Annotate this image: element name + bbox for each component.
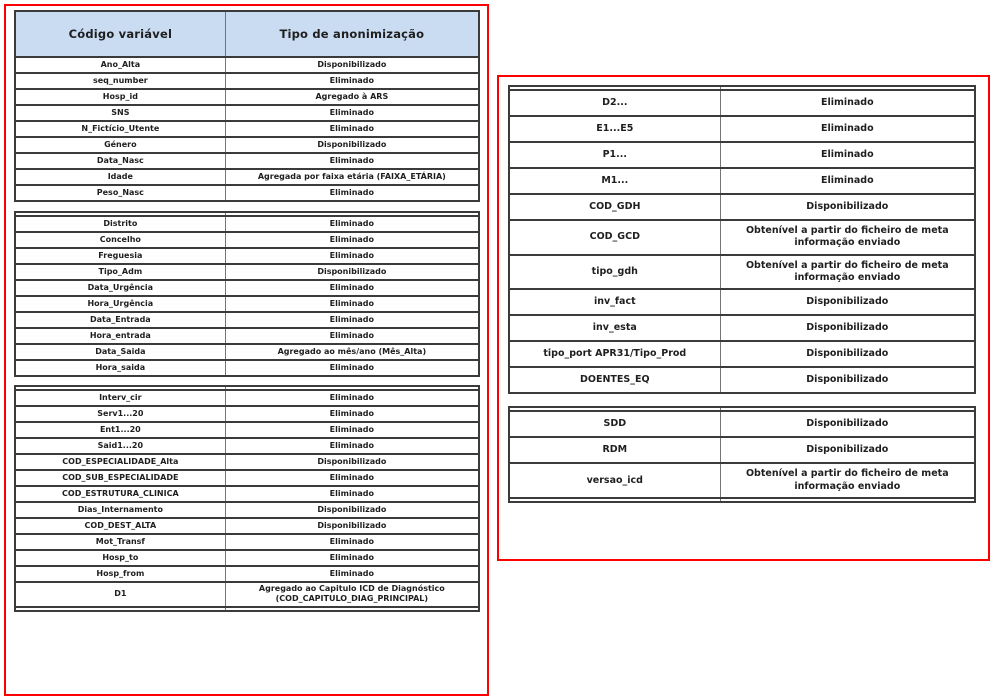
table-row	[15, 406, 479, 422]
anonymization-type-cell: Eliminado	[225, 280, 479, 296]
table-row	[15, 185, 479, 201]
table-row	[15, 89, 479, 105]
table-row	[15, 121, 479, 137]
table-row	[15, 216, 479, 232]
table-row	[15, 280, 479, 296]
anonymization-type-cell: Disponibilizado	[225, 264, 479, 280]
anonymization-type-cell: Eliminado	[225, 153, 479, 169]
anonymization-type-cell: Disponibilizado	[720, 194, 975, 220]
table-row	[15, 73, 479, 89]
anonymization-type-cell: Eliminado	[720, 168, 975, 194]
anonymization-type-cell: Eliminado	[225, 566, 479, 582]
anonymization-type-cell: Disponibilizado	[225, 57, 479, 73]
variable-code-cell: Hosp_id	[15, 89, 225, 105]
table-row	[15, 137, 479, 153]
anonymization-type-cell: Eliminado	[225, 534, 479, 550]
table-row	[15, 550, 479, 566]
anonymization-type-cell: Obtenível a partir do ficheiro de meta informação enviado	[720, 255, 975, 290]
variable-code-cell: Ano_Alta	[15, 57, 225, 73]
col-header-variable-code: Código variável	[15, 11, 225, 57]
table-edge-sliver-row	[509, 498, 975, 502]
anonymization-type-cell: Eliminado	[720, 90, 975, 116]
sliver-cell	[720, 498, 975, 502]
variable-code-cell: Mot_Transf	[15, 534, 225, 550]
table-row	[15, 169, 479, 185]
variable-code-cell: M1...	[509, 168, 720, 194]
variable-code-cell: Hora_entrada	[15, 328, 225, 344]
table-row	[15, 470, 479, 486]
table-row	[15, 105, 479, 121]
variable-code-cell: Serv1...20	[15, 406, 225, 422]
table-row	[15, 566, 479, 582]
table-row	[15, 264, 479, 280]
variable-code-cell: Hosp_to	[15, 550, 225, 566]
variable-code-cell: Hora_Urgência	[15, 296, 225, 312]
variable-code-cell: Género	[15, 137, 225, 153]
table-row	[509, 463, 975, 498]
variable-code-cell: RDM	[509, 437, 720, 463]
variable-code-cell: COD_DEST_ALTA	[15, 518, 225, 534]
variable-code-cell: COD_GCD	[509, 220, 720, 255]
anonymization-type-cell: Disponibilizado	[720, 411, 975, 437]
anonymization-type-cell: Disponibilizado	[225, 454, 479, 470]
variable-code-cell: Tipo_Adm	[15, 264, 225, 280]
anonymization-type-cell: Eliminado	[225, 312, 479, 328]
anonymization-type-cell: Disponibilizado	[225, 137, 479, 153]
variable-code-cell: Hora_saida	[15, 360, 225, 376]
variable-code-cell: Data_Saida	[15, 344, 225, 360]
anonymization-type-cell: Eliminado	[720, 142, 975, 168]
table-row	[509, 220, 975, 255]
anonymization-type-cell: Eliminado	[225, 105, 479, 121]
anonymization-type-cell: Eliminado	[225, 185, 479, 201]
variable-code-cell: inv_fact	[509, 289, 720, 315]
variable-code-cell: Data_Entrada	[15, 312, 225, 328]
table-row	[15, 360, 479, 376]
table-row	[509, 437, 975, 463]
sliver-cell	[225, 607, 479, 611]
variable-code-cell: Peso_Nasc	[15, 185, 225, 201]
sliver-cell	[15, 607, 225, 611]
variable-code-cell: Freguesia	[15, 248, 225, 264]
variable-code-cell: COD_SUB_ESPECIALIDADE	[15, 470, 225, 486]
left-highlight-box	[4, 4, 489, 696]
variable-code-cell: Said1...20	[15, 438, 225, 454]
table-row	[15, 534, 479, 550]
variable-code-cell: SDD	[509, 411, 720, 437]
table-row	[509, 289, 975, 315]
anonymization-type-cell: Disponibilizado	[720, 315, 975, 341]
anonymization-type-cell: Eliminado	[225, 390, 479, 406]
anonymization-type-cell: Eliminado	[225, 422, 479, 438]
variable-code-cell: D1	[15, 582, 225, 607]
variable-code-cell: SNS	[15, 105, 225, 121]
variable-code-cell: Distrito	[15, 216, 225, 232]
variable-code-cell: Hosp_from	[15, 566, 225, 582]
variable-code-cell: tipo_gdh	[509, 255, 720, 290]
table-row	[15, 518, 479, 534]
table-row	[15, 232, 479, 248]
table-row	[509, 255, 975, 290]
variable-code-cell: Interv_cir	[15, 390, 225, 406]
variable-code-cell: COD_ESPECIALIDADE_Alta	[15, 454, 225, 470]
col-header-anonymization-type: Tipo de anonimização	[225, 11, 479, 57]
table-row	[509, 341, 975, 367]
diagnosis-procedures-variables-table	[508, 85, 976, 394]
table-row	[15, 248, 479, 264]
anonymization-type-cell: Disponibilizado	[720, 367, 975, 393]
anonymization-type-cell: Agregado ao Capitulo ICD de Diagnóstico (COD_CAPITULO_DIAG_PRINCIPAL)	[225, 582, 479, 607]
variable-code-cell: D2...	[509, 90, 720, 116]
table-row	[509, 411, 975, 437]
sliver-cell	[509, 498, 720, 502]
table-row	[15, 486, 479, 502]
variable-code-cell: E1...E5	[509, 116, 720, 142]
table-row	[509, 90, 975, 116]
anonymization-type-cell: Eliminado	[225, 486, 479, 502]
anonymization-type-cell: Disponibilizado	[720, 341, 975, 367]
variable-code-cell: N_Fictício_Utente	[15, 121, 225, 137]
table-row	[509, 142, 975, 168]
anonymization-type-cell: Eliminado	[225, 328, 479, 344]
clinical-variables-table	[14, 385, 480, 612]
anonymization-type-cell: Eliminado	[720, 116, 975, 142]
variable-code-cell: seq_number	[15, 73, 225, 89]
variable-code-cell: tipo_port APR31/Tipo_Prod	[509, 341, 720, 367]
table-edge-sliver-row	[15, 607, 479, 611]
variable-code-cell: COD_GDH	[509, 194, 720, 220]
anonymization-type-cell: Eliminado	[225, 406, 479, 422]
table-row	[509, 367, 975, 393]
admission-variables-table	[14, 211, 480, 377]
table-row	[15, 312, 479, 328]
anonymization-type-cell: Obtenível a partir do ficheiro de meta informação enviado	[720, 463, 975, 498]
supplementary-variables-table	[508, 406, 976, 503]
anonymization-type-cell: Eliminado	[225, 73, 479, 89]
table-row	[509, 116, 975, 142]
table-row	[15, 454, 479, 470]
demographic-variables-table	[14, 10, 480, 202]
variable-code-cell: Dias_Internamento	[15, 502, 225, 518]
anonymization-type-cell: Obtenível a partir do ficheiro de meta informação enviado	[720, 220, 975, 255]
anonymization-type-cell: Eliminado	[225, 248, 479, 264]
table-row	[15, 344, 479, 360]
table-row	[15, 390, 479, 406]
variable-code-cell: Ent1...20	[15, 422, 225, 438]
anonymization-type-cell: Eliminado	[225, 232, 479, 248]
variable-code-cell: COD_ESTRUTURA_CLINICA	[15, 486, 225, 502]
table-header-row	[15, 11, 479, 57]
table-row	[15, 582, 479, 607]
table-row	[15, 502, 479, 518]
table-row	[15, 296, 479, 312]
anonymization-type-cell: Agregado ao mês/ano (Mês_Alta)	[225, 344, 479, 360]
table-row	[15, 153, 479, 169]
table-row	[509, 194, 975, 220]
anonymization-type-cell: Disponibilizado	[225, 502, 479, 518]
anonymization-type-cell: Eliminado	[225, 216, 479, 232]
anonymization-type-cell: Eliminado	[225, 296, 479, 312]
variable-code-cell: Data_Urgência	[15, 280, 225, 296]
table-row	[509, 315, 975, 341]
table-row	[509, 168, 975, 194]
anonymization-type-cell: Disponibilizado	[720, 437, 975, 463]
anonymization-type-cell: Disponibilizado	[720, 289, 975, 315]
variable-code-cell: versao_icd	[509, 463, 720, 498]
variable-code-cell: Idade	[15, 169, 225, 185]
anonymization-type-cell: Eliminado	[225, 121, 479, 137]
variable-code-cell: Data_Nasc	[15, 153, 225, 169]
anonymization-type-cell: Eliminado	[225, 438, 479, 454]
anonymization-type-cell: Eliminado	[225, 550, 479, 566]
variable-code-cell: Concelho	[15, 232, 225, 248]
anonymization-type-cell: Agregada por faixa etária (FAIXA_ETÁRIA)	[225, 169, 479, 185]
variable-code-cell: P1...	[509, 142, 720, 168]
right-highlight-box	[497, 75, 990, 561]
anonymization-type-cell: Eliminado	[225, 360, 479, 376]
variable-code-cell: DOENTES_EQ	[509, 367, 720, 393]
anonymization-type-cell: Agregado à ARS	[225, 89, 479, 105]
variable-code-cell: inv_esta	[509, 315, 720, 341]
anonymization-type-cell: Disponibilizado	[225, 518, 479, 534]
table-row	[15, 438, 479, 454]
table-row	[15, 328, 479, 344]
table-row	[15, 422, 479, 438]
table-row	[15, 57, 479, 73]
anonymization-type-cell: Eliminado	[225, 470, 479, 486]
